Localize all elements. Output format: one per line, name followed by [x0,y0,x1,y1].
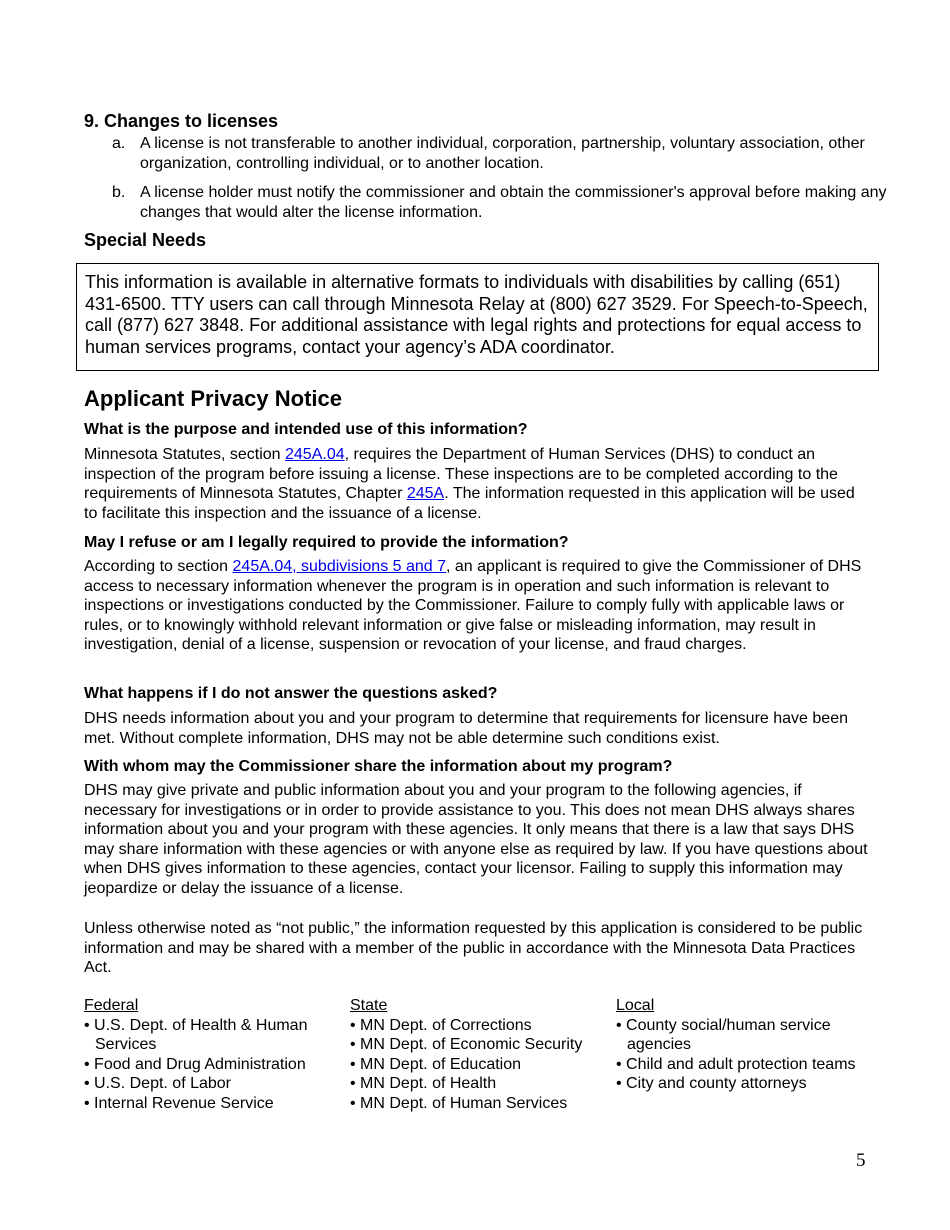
license-rule-a [112,134,892,173]
list-item-text: A license holder must notify the commissioner and obtain the commissioner's approval before making any changes that would alter the license information. [140,184,887,221]
list-item-text: A license is not transferable to another individual, corporation, partnership, voluntary association, other organization, controlling individual, or to another location. [140,135,865,172]
list-item: • Food and Drug Administration [84,1055,306,1073]
federal-column [84,996,334,1114]
federal-heading: Federal [84,997,139,1014]
list-item: • County social/human service agencies [616,1016,831,1054]
state-heading: State [350,997,388,1014]
no-answer-answer: DHS needs information about you and your program to determine that requirements for licensure have been met. Without complete information, DHS may not be able determine such conditions exist. [84,710,848,747]
list-item: • Child and adult protection teams [616,1055,856,1073]
list-item: • MN Dept. of Human Services [350,1094,568,1112]
special-needs-heading: Special Needs [84,230,207,250]
list-marker: a. [112,135,126,152]
section-9-heading: 9. Changes to licenses [84,111,279,131]
chapter-245a-link[interactable]: 245A [406,485,445,503]
purpose-question: What is the purpose and intended use of this information? [84,421,528,438]
answer-text: , requires the Department of Human Services (DHS) to conduct an inspection of the program before issuing a license. These inspections are to be completed according to the requirements of Minnesota Statutes, Chapter [84,446,838,503]
answer-text: . The information requested in this application will be used to facilitate this inspection and the issuance of a license. [84,485,855,522]
answer-text: Minnesota Statutes, section [84,446,285,463]
special-needs-box: This information is available in alternative formats to individuals with disabilities by calling (651) 431-6500. TTY users can call through Minnesota Relay at (800) 627 3529. For Speech-to-Speech, call (877) 627 3848. For additional assistance with legal rights and protections for equal access to human services programs, contact your agency’s ADA coordinator. [76,263,879,371]
answer-text: According to section [84,558,233,575]
list-item: • U.S. Dept. of Health & Human Services [84,1016,308,1054]
no-answer-question: What happens if I do not answer the questions asked? [84,685,498,702]
page-number: 5 [856,1150,866,1171]
list-item: • MN Dept. of Education [350,1055,522,1073]
share-question: With whom may the Commissioner share the information about my program? [84,758,673,775]
local-heading: Local [616,997,655,1014]
purpose-answer [84,445,869,523]
license-rule-b [112,183,892,222]
local-column [616,996,856,1094]
list-item: • MN Dept. of Health [350,1075,497,1093]
state-column [350,996,610,1114]
share-answer: DHS may give private and public information about you and your program to the following agencies, if necessary for investigations or in order to provide assistance to you. This does not mean DHS always shares information about you and your program with these agencies. It only means that there is a law that says DHS may share information with these agencies or with anyone else as required by law. If you have questions about when DHS gives information to these agencies, contact your licensor. Failing to supply this information may jeopardize or delay the issuance of a license. [84,782,868,897]
answer-text: , an applicant is required to give the Commissioner of DHS access to necessary information whenever the program is in operation and such information is relevant to inspections or investigations conducted by the Commissioner. Failure to comply fully with applicable laws or rules, or to knowingly withhold relevant information or give false or misleading information, may result in investigation, denial of a license, suspension or revocation of your license, and fraud charges. [84,558,862,654]
refuse-question: May I refuse or am I legally required to provide the information? [84,534,569,551]
subdivisions-link[interactable]: 245A.04, subdivisions 5 and 7 [232,558,447,575]
list-item: • City and county attorneys [616,1075,807,1093]
public-info-paragraph: Unless otherwise noted as “not public,” the information requested by this application is considered to be public information and may be shared with a member of the public in accordance with the Minnesota Data Practices Act. [84,920,863,977]
refuse-answer [84,557,869,655]
privacy-notice-heading: Applicant Privacy Notice [84,386,342,411]
list-item: • U.S. Dept. of Labor [84,1075,232,1093]
list-item: • MN Dept. of Economic Security [350,1036,583,1054]
list-item: • MN Dept. of Corrections [350,1016,532,1034]
list-marker: b. [112,184,126,201]
statute-245a04-link[interactable]: 245A.04 [285,446,345,463]
list-item: • Internal Revenue Service [84,1094,274,1112]
